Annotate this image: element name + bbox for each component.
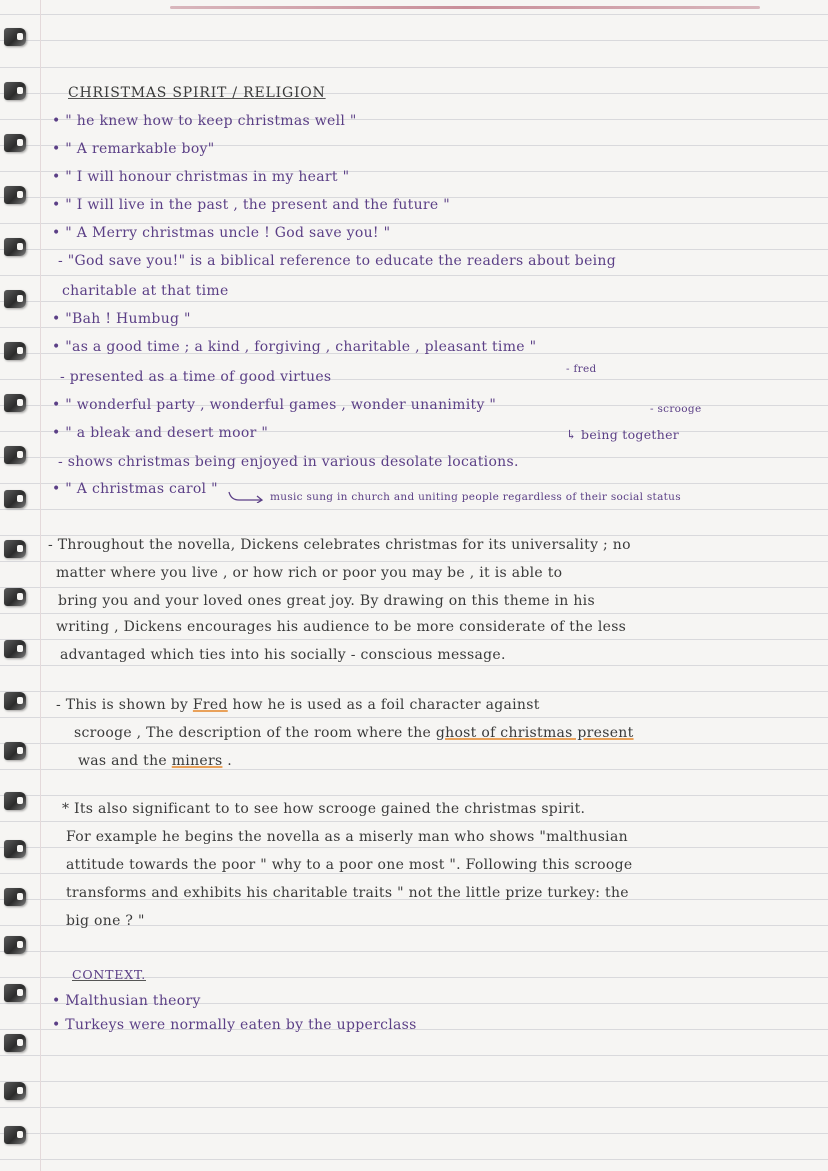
binding-ring: [4, 1082, 26, 1100]
binding-ring: [4, 238, 26, 256]
highlighted-term: Fred: [192, 697, 228, 713]
binding-ring: [4, 394, 26, 412]
essay-line: [78, 752, 232, 770]
analysis-note: - "God save you!" is a biblical reference to educate the readers about being: [58, 253, 617, 269]
quote-bullet: • " A Merry christmas uncle ! God save you! ": [52, 225, 391, 241]
essay-text: how he is used as a foil character against: [232, 697, 540, 713]
binding-ring: [4, 742, 26, 760]
quote-bullet: • " a bleak and desert moor ": [52, 425, 269, 441]
analysis-note: - presented as a time of good virtues: [60, 369, 332, 385]
essay-line: For example he begins the novella as a miserly man who shows "malthusian: [66, 829, 628, 845]
analysis-note: ↳ being together: [566, 427, 680, 442]
context-item: • Malthusian theory: [52, 993, 201, 1009]
quote-bullet: • " I will honour christmas in my heart ": [52, 169, 350, 185]
binding-ring: [4, 984, 26, 1002]
binding-ring: [4, 446, 26, 464]
binding-ring: [4, 888, 26, 906]
quote-bullet: • " A christmas carol ": [52, 481, 218, 497]
binding-ring: [4, 840, 26, 858]
binding-ring: [4, 692, 26, 710]
essay-line: matter where you live , or how rich or poor you may be , it is able to: [56, 565, 563, 581]
highlighted-term: miners: [171, 753, 223, 769]
essay-line: advantaged which ties into his socially - conscious message.: [60, 647, 506, 663]
spiral-binding: [0, 0, 40, 1171]
essay-text: - This is shown by: [56, 697, 189, 713]
essay-line: attitude towards the poor " why to a poor one most ". Following this scrooge: [66, 857, 633, 873]
binding-ring: [4, 82, 26, 100]
analysis-note: charitable at that time: [62, 283, 229, 299]
context-item: • Turkeys were normally eaten by the upperclass: [52, 1017, 417, 1033]
binding-ring: [4, 28, 26, 46]
binding-ring: [4, 290, 26, 308]
binding-ring: [4, 186, 26, 204]
essay-line: [56, 696, 540, 714]
essay-line: [74, 724, 634, 742]
binding-ring: [4, 640, 26, 658]
analysis-note: music sung in church and uniting people regardless of their social status: [270, 491, 681, 503]
highlighted-term: ghost of christmas present: [435, 725, 634, 741]
binding-ring: [4, 490, 26, 508]
essay-line: transforms and exhibits his charitable traits " not the little prize turkey: the: [66, 885, 629, 901]
binding-ring: [4, 1126, 26, 1144]
arrow-icon: [227, 491, 267, 503]
quote-bullet: • " wonderful party , wonderful games , wonder unanimity ": [52, 397, 497, 413]
essay-line: * Its also significant to to see how scrooge gained the christmas spirit.: [62, 801, 586, 817]
context-heading: CONTEXT.: [72, 967, 146, 982]
analysis-note: - shows christmas being enjoyed in various desolate locations.: [58, 454, 519, 470]
essay-line: bring you and your loved ones great joy. By drawing on this theme in his: [58, 593, 595, 609]
essay-line: - Throughout the novella, Dickens celebrates christmas for its universality ; no: [48, 537, 631, 553]
essay-text: scrooge , The description of the room where the: [74, 725, 436, 741]
speaker-note: - scrooge: [650, 403, 702, 415]
essay-text: .: [227, 753, 232, 769]
binding-ring: [4, 936, 26, 954]
quote-bullet: • "as a good time ; a kind , forgiving , charitable , pleasant time ": [52, 339, 537, 355]
essay-line: writing , Dickens encourages his audience to be more considerate of the less: [56, 619, 627, 635]
section-heading: CHRISTMAS SPIRIT / RELIGION: [68, 85, 326, 101]
speaker-note: - fred: [566, 363, 597, 375]
binding-ring: [4, 792, 26, 810]
binding-ring: [4, 588, 26, 606]
essay-line: big one ? ": [66, 913, 145, 929]
quote-bullet: • " I will live in the past , the present and the future ": [52, 197, 450, 213]
binding-ring: [4, 134, 26, 152]
essay-text: was and the: [78, 753, 172, 769]
quote-bullet: • "Bah ! Humbug ": [52, 311, 191, 327]
top-stripe: [170, 6, 760, 9]
margin-line: [40, 0, 41, 1171]
quote-bullet: • " he knew how to keep christmas well ": [52, 113, 357, 129]
quote-bullet: • " A remarkable boy": [52, 141, 215, 157]
binding-ring: [4, 1034, 26, 1052]
binding-ring: [4, 342, 26, 360]
binding-ring: [4, 540, 26, 558]
